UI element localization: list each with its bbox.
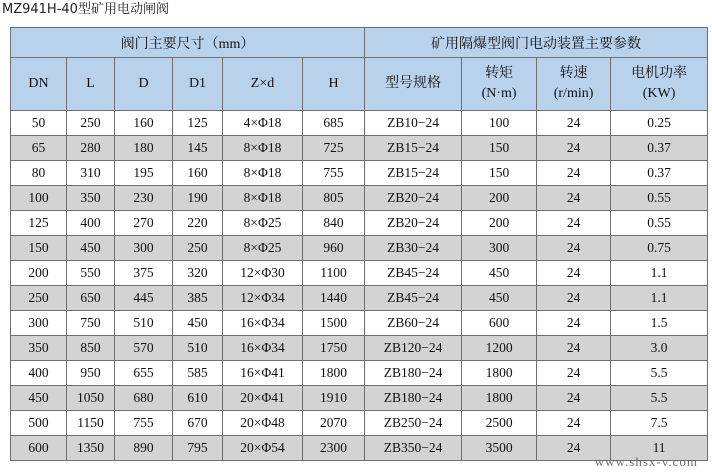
watermark: www.shsx-v.com	[594, 454, 698, 469]
cell-d1: 220	[173, 211, 223, 236]
table-row	[11, 186, 708, 211]
cell-d: 890	[115, 436, 173, 461]
cell-dn: 200	[11, 261, 67, 286]
column-header-h	[303, 58, 365, 111]
cell-speed: 24	[537, 161, 611, 186]
table-row	[11, 161, 708, 186]
cell-d: 230	[115, 186, 173, 211]
cell-torque: 1800	[462, 386, 537, 411]
column-header-label: 转矩	[485, 66, 514, 81]
table-row	[11, 261, 708, 286]
cell-d1: 145	[173, 136, 223, 161]
cell-h: 755	[303, 161, 365, 186]
cell-bolt-holes: 16×Φ34	[223, 336, 303, 361]
column-header-unit: (r/min)	[553, 86, 594, 101]
cell-motor-power: 0.37	[611, 136, 708, 161]
table-row	[11, 386, 708, 411]
table-row	[11, 111, 708, 136]
table-row	[11, 136, 708, 161]
column-header-label: 电机功率	[631, 66, 688, 81]
cell-l: 350	[67, 186, 115, 211]
column-header-label: DN	[28, 76, 49, 91]
column-header-label: 转速	[559, 66, 588, 81]
cell-model: ZB350−24	[365, 436, 462, 461]
cell-bolt-holes: 8×Φ18	[223, 136, 303, 161]
cell-bolt-holes: 20×Φ41	[223, 386, 303, 411]
column-header-unit: (KW)	[642, 86, 676, 101]
cell-torque: 200	[462, 186, 537, 211]
cell-bolt-holes: 20×Φ54	[223, 436, 303, 461]
cell-dn: 500	[11, 411, 67, 436]
cell-l: 850	[67, 336, 115, 361]
cell-motor-power: 0.25	[611, 111, 708, 136]
cell-model: ZB10−24	[365, 111, 462, 136]
cell-d: 300	[115, 236, 173, 261]
cell-torque: 600	[462, 311, 537, 336]
cell-h: 960	[303, 236, 365, 261]
cell-model: ZB180−24	[365, 361, 462, 386]
cell-bolt-holes: 12×Φ30	[223, 261, 303, 286]
cell-torque: 2500	[462, 411, 537, 436]
cell-d1: 510	[173, 336, 223, 361]
cell-torque: 150	[462, 136, 537, 161]
cell-torque: 3500	[462, 436, 537, 461]
cell-motor-power: 5.5	[611, 386, 708, 411]
cell-l: 950	[67, 361, 115, 386]
cell-speed: 24	[537, 211, 611, 236]
column-header-row	[11, 58, 708, 111]
cell-model: ZB30−24	[365, 236, 462, 261]
cell-model: ZB20−24	[365, 211, 462, 236]
spec-table	[10, 27, 708, 461]
cell-d1: 450	[173, 311, 223, 336]
cell-speed: 24	[537, 336, 611, 361]
table-row	[11, 336, 708, 361]
cell-h: 1100	[303, 261, 365, 286]
cell-bolt-holes: 8×Φ18	[223, 186, 303, 211]
cell-d: 180	[115, 136, 173, 161]
cell-dn: 150	[11, 236, 67, 261]
cell-model: ZB180−24	[365, 386, 462, 411]
cell-speed: 24	[537, 311, 611, 336]
cell-l: 1050	[67, 386, 115, 411]
cell-bolt-holes: 8×Φ18	[223, 161, 303, 186]
group-header-actuator-parameters: 矿用隔爆型阀门电动装置主要参数	[365, 28, 708, 58]
cell-torque: 1200	[462, 336, 537, 361]
cell-l: 250	[67, 111, 115, 136]
column-header-torque	[462, 58, 537, 111]
cell-l: 450	[67, 236, 115, 261]
cell-l: 400	[67, 211, 115, 236]
cell-motor-power: 1.5	[611, 311, 708, 336]
cell-speed: 24	[537, 186, 611, 211]
column-header-bolt-holes	[223, 58, 303, 111]
cell-speed: 24	[537, 436, 611, 461]
table-row	[11, 211, 708, 236]
cell-d1: 160	[173, 161, 223, 186]
cell-d: 680	[115, 386, 173, 411]
cell-speed: 24	[537, 111, 611, 136]
cell-d: 510	[115, 311, 173, 336]
cell-model: ZB45−24	[365, 286, 462, 311]
cell-h: 725	[303, 136, 365, 161]
cell-model: ZB60−24	[365, 311, 462, 336]
column-header-speed	[537, 58, 611, 111]
cell-h: 840	[303, 211, 365, 236]
column-header-d1	[173, 58, 223, 111]
cell-d1: 795	[173, 436, 223, 461]
cell-d: 755	[115, 411, 173, 436]
cell-bolt-holes: 12×Φ34	[223, 286, 303, 311]
cell-l: 1350	[67, 436, 115, 461]
cell-motor-power: 11	[611, 436, 708, 461]
cell-d: 655	[115, 361, 173, 386]
cell-d: 160	[115, 111, 173, 136]
column-header-dn	[11, 58, 67, 111]
cell-dn: 65	[11, 136, 67, 161]
group-header-valve-dimensions: 阀门主要尺寸（mm）	[11, 28, 365, 58]
cell-motor-power: 0.37	[611, 161, 708, 186]
cell-speed: 24	[537, 261, 611, 286]
page-title: MZ941H-40型矿用电动闸阀	[2, 2, 169, 17]
group-header-row	[11, 28, 708, 58]
column-header-model	[365, 58, 462, 111]
cell-torque: 450	[462, 286, 537, 311]
cell-dn: 600	[11, 436, 67, 461]
cell-l: 1150	[67, 411, 115, 436]
cell-d: 570	[115, 336, 173, 361]
cell-model: ZB15−24	[365, 161, 462, 186]
column-header-d	[115, 58, 173, 111]
cell-h: 2070	[303, 411, 365, 436]
cell-motor-power: 5.5	[611, 361, 708, 386]
cell-dn: 400	[11, 361, 67, 386]
cell-speed: 24	[537, 411, 611, 436]
cell-h: 1800	[303, 361, 365, 386]
cell-l: 550	[67, 261, 115, 286]
cell-bolt-holes: 4×Φ18	[223, 111, 303, 136]
table-row	[11, 361, 708, 386]
cell-torque: 1800	[462, 361, 537, 386]
cell-speed: 24	[537, 236, 611, 261]
cell-d1: 250	[173, 236, 223, 261]
table-row	[11, 411, 708, 436]
cell-h: 1500	[303, 311, 365, 336]
cell-torque: 100	[462, 111, 537, 136]
cell-model: ZB15−24	[365, 136, 462, 161]
cell-motor-power: 0.55	[611, 186, 708, 211]
cell-dn: 50	[11, 111, 67, 136]
cell-l: 310	[67, 161, 115, 186]
table-row	[11, 236, 708, 261]
cell-h: 685	[303, 111, 365, 136]
cell-motor-power: 7.5	[611, 411, 708, 436]
cell-bolt-holes: 8×Φ25	[223, 211, 303, 236]
cell-h: 805	[303, 186, 365, 211]
column-header-label: D1	[188, 76, 207, 91]
cell-d: 195	[115, 161, 173, 186]
cell-speed: 24	[537, 286, 611, 311]
cell-d1: 610	[173, 386, 223, 411]
cell-d1: 320	[173, 261, 223, 286]
cell-motor-power: 1.1	[611, 261, 708, 286]
cell-d1: 670	[173, 411, 223, 436]
cell-model: ZB45−24	[365, 261, 462, 286]
cell-dn: 100	[11, 186, 67, 211]
cell-h: 1750	[303, 336, 365, 361]
cell-h: 1440	[303, 286, 365, 311]
cell-l: 650	[67, 286, 115, 311]
cell-bolt-holes: 20×Φ48	[223, 411, 303, 436]
cell-d1: 585	[173, 361, 223, 386]
cell-l: 280	[67, 136, 115, 161]
cell-dn: 250	[11, 286, 67, 311]
column-header-unit: (N·m)	[481, 86, 517, 101]
cell-speed: 24	[537, 386, 611, 411]
cell-d1: 190	[173, 186, 223, 211]
column-header-label: H	[328, 76, 339, 91]
column-header-label: D	[138, 76, 149, 91]
cell-bolt-holes: 16×Φ41	[223, 361, 303, 386]
cell-dn: 80	[11, 161, 67, 186]
cell-torque: 300	[462, 236, 537, 261]
cell-bolt-holes: 16×Φ34	[223, 311, 303, 336]
cell-torque: 200	[462, 211, 537, 236]
table-row	[11, 286, 708, 311]
cell-l: 750	[67, 311, 115, 336]
cell-model: ZB120−24	[365, 336, 462, 361]
cell-motor-power: 3.0	[611, 336, 708, 361]
cell-model: ZB20−24	[365, 186, 462, 211]
cell-h: 1910	[303, 386, 365, 411]
cell-h: 2300	[303, 436, 365, 461]
column-header-label: L	[86, 76, 95, 91]
cell-speed: 24	[537, 136, 611, 161]
column-header-label: 型号规格	[385, 76, 442, 91]
cell-dn: 350	[11, 336, 67, 361]
cell-torque: 150	[462, 161, 537, 186]
cell-bolt-holes: 8×Φ25	[223, 236, 303, 261]
cell-d: 375	[115, 261, 173, 286]
cell-dn: 450	[11, 386, 67, 411]
cell-d1: 125	[173, 111, 223, 136]
cell-motor-power: 1.1	[611, 286, 708, 311]
cell-motor-power: 0.55	[611, 211, 708, 236]
cell-model: ZB250−24	[365, 411, 462, 436]
cell-d1: 385	[173, 286, 223, 311]
column-header-label: Z×d	[250, 76, 275, 91]
table-body	[11, 111, 708, 461]
column-header-l	[67, 58, 115, 111]
table-row	[11, 311, 708, 336]
cell-d: 445	[115, 286, 173, 311]
cell-dn: 125	[11, 211, 67, 236]
cell-speed: 24	[537, 361, 611, 386]
column-header-motor-power	[611, 58, 708, 111]
cell-torque: 450	[462, 261, 537, 286]
cell-d: 270	[115, 211, 173, 236]
cell-motor-power: 0.75	[611, 236, 708, 261]
cell-dn: 300	[11, 311, 67, 336]
